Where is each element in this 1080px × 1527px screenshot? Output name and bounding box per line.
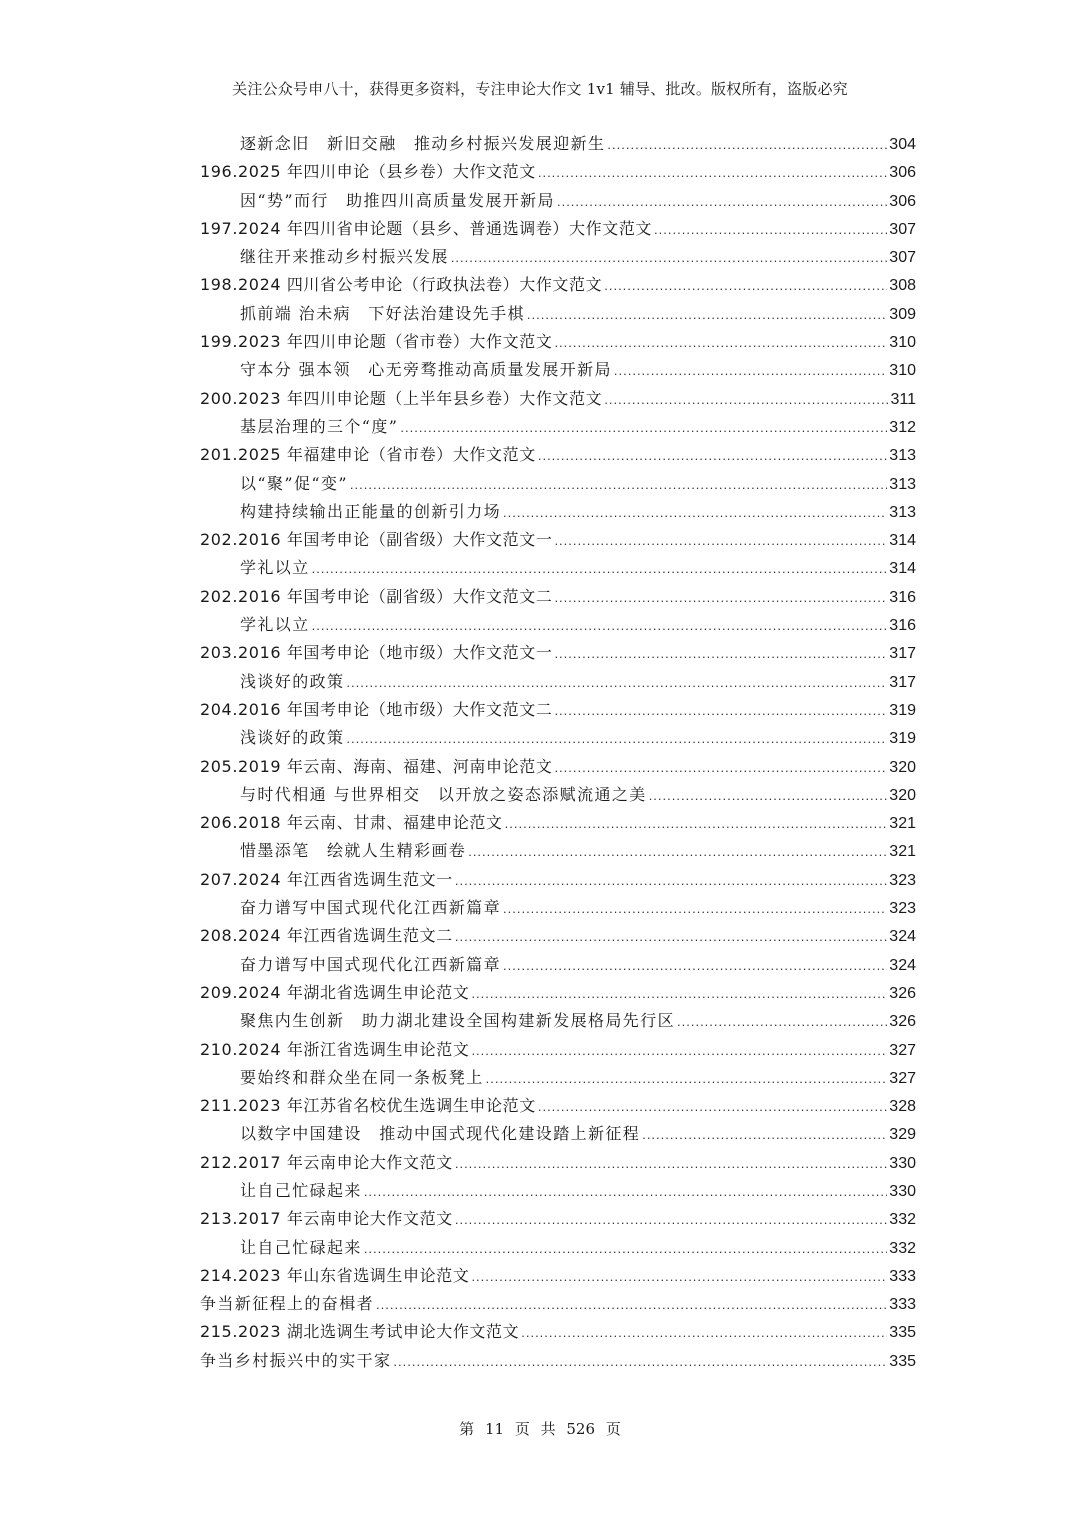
toc-dot-leader [486,1065,888,1092]
toc-entry-page-number: 323 [889,900,916,918]
toc-entry-page-number: 313 [889,475,916,493]
toc-dot-leader [538,1093,887,1120]
toc-entry-title: 206.2018 年云南、甘肃、福建申论范文 [200,813,503,833]
toc-dot-leader [642,1121,887,1148]
toc-entry-page-number: 330 [889,1154,916,1172]
toc-entry-page-number: 308 [889,277,916,295]
toc-entry-essay-title[interactable] [200,356,916,384]
toc-dot-leader [604,272,887,299]
toc-entry-page-number: 320 [889,786,916,804]
toc-entry-exam-title[interactable] [200,639,916,667]
toc-entry-exam-title[interactable] [200,215,916,243]
toc-entry-title: 争当乡村振兴中的实干家 [200,1350,392,1370]
toc-entry-essay-title[interactable] [200,951,916,979]
toc-dot-leader [455,923,887,950]
toc-entry-title: 要始终和群众坐在同一条板凳上 [240,1067,484,1087]
toc-entry-title: 199.2023 年四川申论题（省市卷）大作文范文 [200,332,553,352]
toc-dot-leader [538,159,887,186]
toc-entry-title: 201.2025 年福建申论（省市卷）大作文范文 [200,445,536,465]
toc-entry-page-number: 332 [889,1239,916,1257]
toc-entry-exam-title[interactable] [200,809,916,837]
toc-entry-essay-title[interactable] [200,1234,916,1262]
toc-entry-page-number: 309 [889,305,916,323]
toc-entry-essay-title[interactable] [200,498,916,526]
footer-current-page: 11 [484,1420,505,1438]
toc-entry-page-number: 313 [889,503,916,521]
toc-entry-page-number: 319 [889,730,916,748]
toc-entry-title: 203.2016 年国考申论（地市级）大作文范文一 [200,643,553,663]
toc-entry-exam-title[interactable] [200,1036,916,1064]
toc-dot-leader [364,1235,887,1262]
toc-entry-exam-title[interactable] [200,696,916,724]
toc-entry-page-number: 314 [889,532,916,550]
toc-entry-essay-title[interactable] [200,1064,916,1092]
toc-entry-title: 与时代相通 与世界相交 以开放之姿态添赋流通之美 [240,784,647,804]
toc-entry-title: 因“势”而行 助推四川高质量发展开新局 [240,190,555,210]
toc-entry-title: 让自己忙碌起来 [240,1180,362,1200]
toc-entry-essay-title[interactable] [200,187,916,215]
toc-entry-essay-title[interactable] [200,554,916,582]
toc-dot-leader [471,1263,887,1290]
toc-entry-exam-title[interactable] [200,1149,916,1177]
toc-entry-page-number: 311 [890,390,916,408]
page-footer [0,1418,1080,1439]
toc-entry-title: 202.2016 年国考申论（副省级）大作文范文二 [200,586,553,606]
toc-entry-exam-title[interactable] [200,979,916,1007]
toc-entry-exam-title[interactable] [200,1262,916,1290]
toc-entry-title: 205.2019 年云南、海南、福建、河南申论范文 [200,756,553,776]
toc-entry-title: 204.2016 年国考申论（地市级）大作文范文二 [200,699,553,719]
toc-entry-title: 211.2023 年江苏省名校优生选调生申论范文 [200,1096,536,1116]
toc-dot-leader [554,697,887,724]
page-header-notice: 关注公众号申八十，获得更多资料，专注申论大作文 1v1 辅导、批改。版权所有，盗版必究 [232,80,848,98]
toc-entry-title: 学礼以立 [240,615,310,635]
toc-entry-page-number: 326 [889,1013,916,1031]
toc-entry-page-number: 317 [889,645,916,663]
toc-entry-essay-title[interactable] [200,724,916,752]
toc-entry-exam-title[interactable] [200,1347,916,1375]
toc-dot-leader [538,442,887,469]
toc-entry-title: 浅谈好的政策 [240,728,345,748]
toc-entry-essay-title[interactable] [200,243,916,271]
footer-total-pages: 526 [566,1420,596,1438]
toc-dot-leader [393,1348,887,1375]
toc-entry-page-number: 335 [889,1324,916,1342]
toc-entry-title: 202.2016 年国考申论（副省级）大作文范文一 [200,530,553,550]
toc-entry-page-number: 312 [889,418,916,436]
toc-entry-exam-title[interactable] [200,1290,916,1318]
toc-dot-leader [505,810,888,837]
toc-entry-title: 208.2024 年江西省选调生范文二 [200,926,453,946]
toc-entry-page-number: 330 [889,1182,916,1200]
toc-entry-title: 抓前端 治未病 下好法治建设先手棋 [240,303,525,323]
toc-entry-title: 聚焦内生创新 助力湖北建设全国构建新发展格局先行区 [240,1011,676,1031]
toc-entry-title: 争当新征程上的奋楫者 [200,1294,375,1314]
toc-entry-title: 209.2024 年湖北省选调生申论范文 [200,982,470,1002]
toc-entry-title: 奋力谱写中国式现代化江西新篇章 [240,954,502,974]
toc-dot-leader [607,131,887,158]
toc-dot-leader [312,555,888,582]
toc-entry-exam-title[interactable] [200,1318,916,1346]
toc-entry-title: 198.2024 四川省公考申论（行政执法卷）大作文范文 [200,275,603,295]
toc-entry-page-number: 316 [889,617,916,635]
toc-entry-page-number: 307 [889,220,916,238]
toc-dot-leader [654,216,887,243]
toc-entry-exam-title[interactable] [200,583,916,611]
toc-entry-title: 逐新念旧 新旧交融 推动乡村振兴发展迎新生 [240,134,606,153]
toc-dot-leader [350,471,887,498]
toc-entry-page-number: 317 [889,673,916,691]
footer-label-end: 页 [605,1420,621,1438]
toc-entry-exam-title[interactable] [200,866,916,894]
toc-entry-title: 213.2017 年云南申论大作文范文 [200,1209,453,1229]
toc-entry-title: 200.2023 年四川申论题（上半年县乡卷）大作文范文 [200,388,603,408]
toc-entry-essay-title[interactable] [200,894,916,922]
toc-entry-essay-title[interactable] [200,611,916,639]
toc-entry-title: 构建持续输出正能量的创新引力场 [240,501,502,521]
toc-entry-page-number: 310 [889,362,916,380]
toc-entry-page-number: 327 [889,1041,916,1059]
toc-entry-essay-title[interactable] [200,1177,916,1205]
toc-dot-leader [455,1206,887,1233]
toc-entry-essay-title[interactable] [200,668,916,696]
toc-dot-leader [554,329,887,356]
toc-dot-leader [376,1291,887,1318]
toc-dot-leader [364,1178,887,1205]
toc-entry-exam-title[interactable] [200,922,916,950]
toc-dot-leader [557,188,887,215]
toc-entry-page-number: 329 [889,1126,916,1144]
toc-entry-page-number: 313 [889,447,916,465]
toc-entry-title: 210.2024 年浙江省选调生申论范文 [200,1039,470,1059]
toc-entry-page-number: 310 [889,334,916,352]
toc-entry-page-number: 306 [889,164,916,182]
toc-entry-page-number: 333 [889,1267,916,1285]
toc-entry-title: 惜墨添笔 绘就人生精彩画卷 [240,841,467,861]
toc-entry-essay-title[interactable] [200,130,916,158]
toc-entry-title: 以数字中国建设 推动中国式现代化建设踏上新征程 [240,1124,641,1144]
toc-dot-leader [503,499,887,526]
toc-entry-title: 继往开来推动乡村振兴发展 [240,247,449,267]
toc-entry-title: 守本分 强本领 心无旁骛推动高质量发展开新局 [240,360,612,380]
toc-dot-leader [554,527,887,554]
toc-entry-exam-title[interactable] [200,1092,916,1120]
toc-entry-exam-title[interactable] [200,271,916,299]
toc-dot-leader [346,725,887,752]
toc-entry-page-number: 319 [889,701,916,719]
toc-entry-essay-title[interactable] [200,1120,916,1148]
toc-dot-leader [455,1150,887,1177]
toc-dot-leader [503,895,887,922]
toc-dot-leader [468,838,887,865]
toc-entry-title: 215.2023 湖北选调生考试申论大作文范文 [200,1322,520,1342]
toc-entry-title: 214.2023 年山东省选调生申论范文 [200,1265,470,1285]
toc-entry-essay-title[interactable] [200,837,916,865]
toc-entry-exam-title[interactable] [200,1205,916,1233]
toc-entry-page-number: 335 [889,1352,916,1370]
table-of-contents [200,130,916,1375]
toc-dot-leader [649,782,888,809]
toc-entry-page-number: 324 [889,956,916,974]
toc-entry-page-number: 333 [889,1296,916,1314]
toc-entry-page-number: 324 [889,928,916,946]
toc-entry-page-number: 314 [889,560,916,578]
toc-entry-page-number: 321 [889,843,916,861]
toc-entry-exam-title[interactable] [200,158,916,186]
footer-label-of: 页 共 [514,1420,556,1438]
toc-entry-exam-title[interactable] [200,441,916,469]
toc-dot-leader [604,386,888,413]
toc-dot-leader [471,980,887,1007]
toc-entry-title: 让自己忙碌起来 [240,1237,362,1257]
toc-entry-title: 207.2024 年江西省选调生范文一 [200,869,453,889]
toc-entry-essay-title[interactable] [200,781,916,809]
toc-entry-exam-title[interactable] [200,385,916,413]
toc-entry-page-number: 326 [889,984,916,1002]
toc-entry-essay-title[interactable] [200,470,916,498]
toc-dot-leader [554,754,887,781]
toc-dot-leader [554,640,887,667]
toc-entry-page-number: 323 [889,871,916,889]
toc-entry-exam-title[interactable] [200,753,916,781]
toc-entry-exam-title[interactable] [200,526,916,554]
toc-dot-leader [451,244,887,271]
toc-entry-essay-title[interactable] [200,1007,916,1035]
toc-entry-title: 212.2017 年云南申论大作文范文 [200,1152,453,1172]
toc-dot-leader [614,357,887,384]
toc-entry-page-number: 304 [889,136,916,153]
toc-entry-title: 学礼以立 [240,558,310,578]
toc-entry-title: 浅谈好的政策 [240,671,345,691]
toc-entry-title: 以“聚”促“变” [240,473,348,493]
toc-dot-leader [455,867,887,894]
toc-dot-leader [521,1319,887,1346]
footer-label-page: 第 [459,1420,475,1438]
toc-entry-page-number: 332 [889,1211,916,1229]
toc-dot-leader [527,301,887,328]
toc-entry-page-number: 307 [889,249,916,267]
toc-dot-leader [554,584,887,611]
toc-entry-title: 基层治理的三个“度” [240,416,399,436]
toc-entry-title: 196.2025 年四川申论（县乡卷）大作文范文 [200,162,536,182]
toc-entry-page-number: 320 [889,758,916,776]
toc-entry-title: 奋力谱写中国式现代化江西新篇章 [240,898,502,918]
toc-dot-leader [503,952,887,979]
toc-entry-page-number: 328 [889,1098,916,1116]
toc-dot-leader [677,1008,887,1035]
toc-entry-title: 197.2024 年四川省申论题（县乡、普通选调卷）大作文范文 [200,218,653,238]
toc-dot-leader [346,669,887,696]
toc-entry-exam-title[interactable] [200,328,916,356]
toc-entry-essay-title[interactable] [200,413,916,441]
toc-entry-page-number: 306 [889,192,916,210]
toc-entry-essay-title[interactable] [200,300,916,328]
toc-dot-leader [400,414,887,441]
toc-dot-leader [312,612,888,639]
toc-dot-leader [471,1037,887,1064]
toc-entry-page-number: 327 [889,1069,916,1087]
toc-entry-page-number: 321 [889,815,916,833]
toc-entry-page-number: 316 [889,588,916,606]
